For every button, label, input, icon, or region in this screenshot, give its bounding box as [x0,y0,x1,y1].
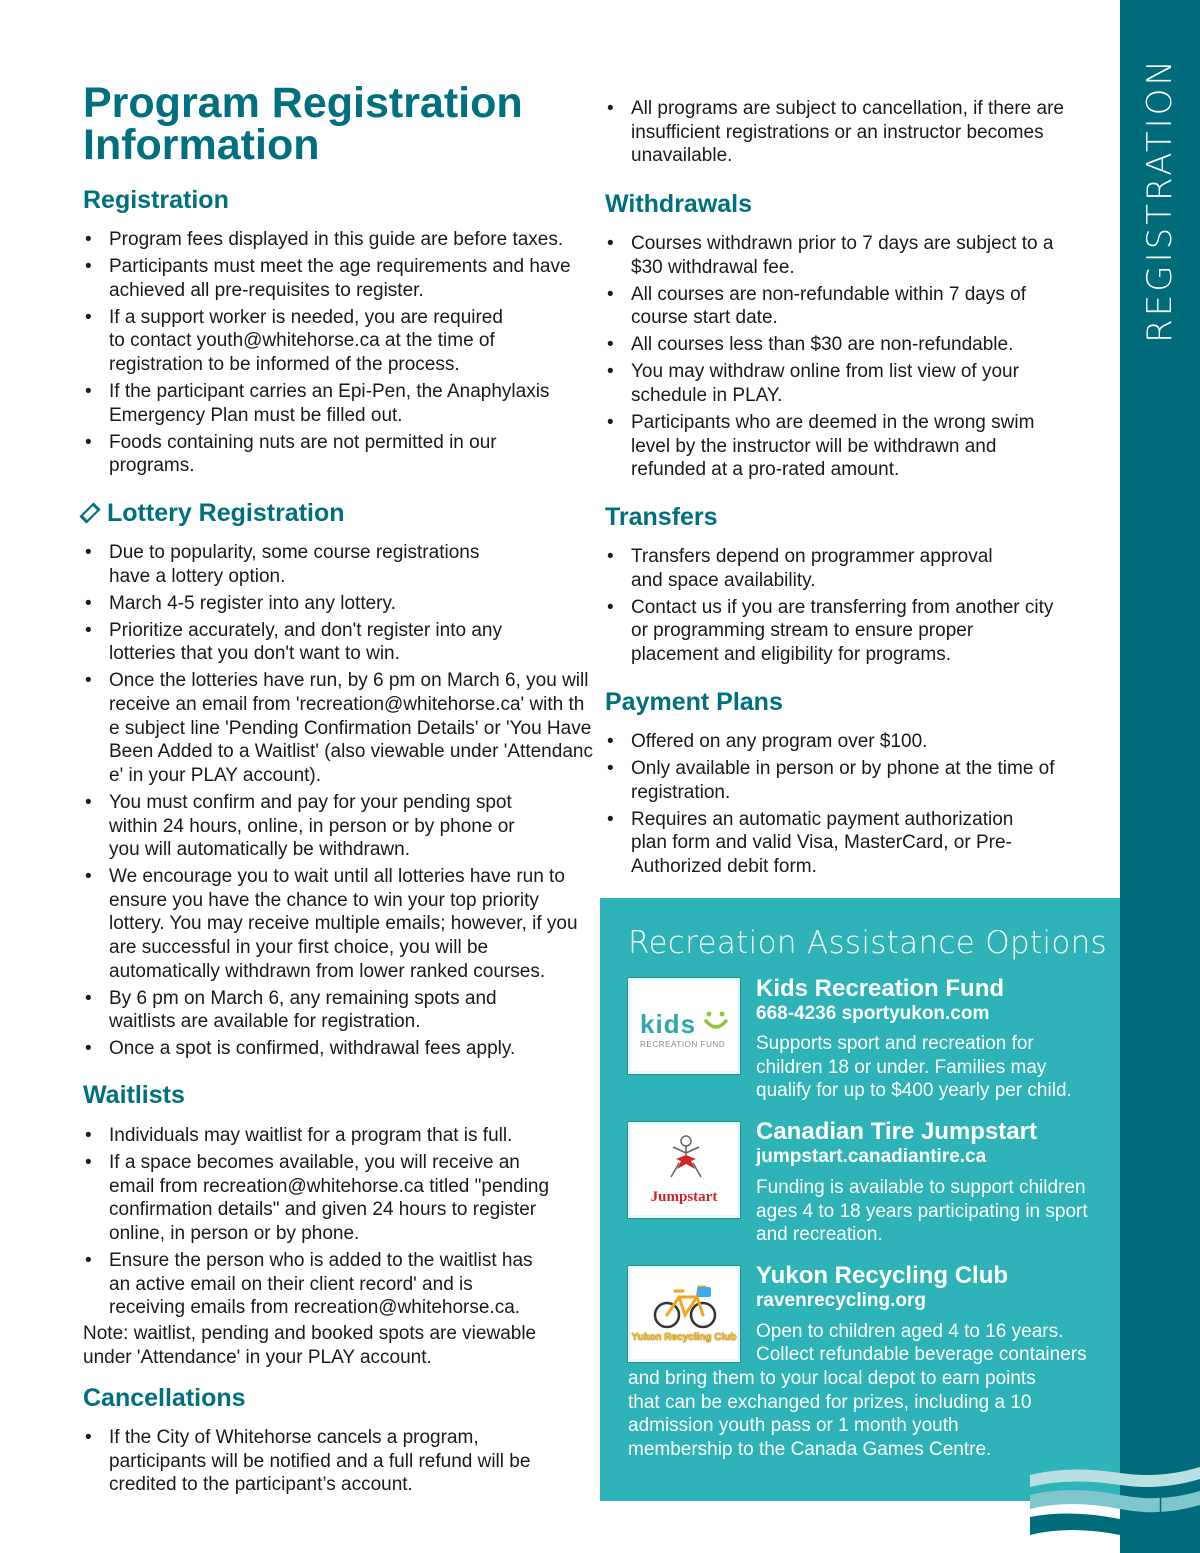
list-item: • You must confirm and pay for your pending spot within 24 hours, online, in person or by phone or you will automatically be withdrawn. [83,791,543,862]
list-item: • If a support worker is needed, you are required to contact youth@whitehorse.ca at the time of registration to be informed of the process. [83,306,523,377]
list-item: • All courses are non-refundable within 7 days of course start date. [605,283,1045,330]
list-item: • Foods containing nuts are not permitted in our programs. [83,431,503,478]
kids-recreation-fund-description: Supports sport and recreation for children 18 or under. Families may qualify for up to $400 yearly per child. [756,1033,1072,1102]
list-item: • Due to popularity, some course registrations have a lottery option. [83,541,513,588]
registration-heading: Registration [83,186,229,214]
yukon-recycling-club-logo [628,1266,740,1362]
jumpstart-name: Canadian Tire Jumpstart [756,1118,1037,1145]
lottery-heading: Lottery Registration [83,498,345,528]
list-item: • Courses withdrawn prior to 7 days are subject to a $30 withdrawal fee. [605,232,1055,279]
jumpstart-logo [628,1122,740,1218]
page-number: 1 [1150,1488,1170,1523]
yukon-recycling-club-description-line: Open to children aged 4 to 16 years. [756,1321,1064,1342]
withdrawals-list [605,232,1075,485]
payment-plans-heading: Payment Plans [605,688,783,716]
list-item: • Offered on any program over $100. [605,730,1075,754]
list-item: • Participants who are deemed in the wrong swim level by the instructor will be withdrawn and refunded at a pro-rated amount. [605,411,1070,482]
list-item: • Program fees displayed in this guide are before taxes. [83,228,598,252]
waitlists-note: Note: waitlist, pending and booked spots are viewable under 'Attendance' in your PLAY account. [83,1323,537,1368]
list-item: • Participants must meet the age requirements and have achieved all pre-requisites to register. [83,255,598,302]
bicycle-icon [653,1279,717,1331]
assistance-title: Recreation Assistance Options [628,925,1107,961]
kids-recreation-fund-contact: 668-4236 sportyukon.com [756,1003,990,1024]
kids-recreation-fund-name: Kids Recreation Fund [756,975,1005,1002]
list-item: • Once the lotteries have run, by 6 pm on March 6, you will receive an email from 'recreation@whitehorse.ca' with the subject line 'Pending Confirmation Details' or 'You Have Been Added to a Waitlist' (also viewable under 'Attendance' in your PLAY account). [83,669,593,787]
list-item: • Individuals may waitlist for a program that is full. [83,1124,573,1148]
list-item: • We encourage you to wait until all lotteries have run to ensure you have the chance to win your top priority lottery. You may receive multiple emails; however, if you are successful in your first choice, you will be automatically withdrawn from lower ranked courses. [83,865,583,983]
list-item: • Requires an automatic payment authorization plan form and valid Visa, MasterCard, or Pre-Authorized debit form. [605,808,1045,879]
yukon-recycling-club-description-line: and bring them to your local depot to earn points that can be exchanged for prizes, including a 10 admission youth pass or 1 month youth membership to the Canada Games Centre. [628,1368,1036,1460]
list-item: • If the City of Whitehorse cancels a program, participants will be notified and a full refund will be credited to the participant’s account. [83,1426,533,1497]
jumpstart-figure-icon [661,1133,711,1185]
registration-list [83,228,598,481]
withdrawals-heading: Withdrawals [605,190,753,218]
transfers-heading: Transfers [605,503,718,531]
kids-logo-word: kids [640,1009,697,1039]
cancellations-list [83,1426,533,1500]
yukon-recycling-club-contact: ravenrecycling.org [756,1290,927,1311]
smile-icon [703,1009,729,1035]
waitlists-list [83,1124,573,1323]
list-item: • March 4-5 register into any lottery. [83,592,593,616]
lottery-list [83,541,593,1064]
kids-recreation-fund-logo [628,978,740,1074]
jumpstart-contact: jumpstart.canadiantire.ca [756,1146,987,1167]
jumpstart-description: Funding is available to support children ages 4 to 18 years participating in sport and recreation. [756,1177,1088,1246]
page-title: Program Registration Information [83,79,523,169]
list-item: • Once a spot is confirmed, withdrawal fees apply. [83,1037,593,1061]
yukon-recycling-club-name: Yukon Recycling Club [756,1262,1009,1289]
list-item: • Prioritize accurately, and don't register into any lotteries that you don't want to win. [83,619,503,666]
list-item: • Only available in person or by phone at the time of registration. [605,757,1055,804]
list-item: • Ensure the person who is added to the waitlist has an active email on their client record' and is receiving emails from recreation@whitehorse.ca. [83,1249,543,1320]
side-tab-label: REGISTRATION [1140,57,1180,343]
list-item: • You may withdraw online from list view of your schedule in PLAY. [605,360,1025,407]
cancellations-list-continued [605,97,1075,171]
list-item: • Contact us if you are transferring from another city or programming stream to ensure proper placement and eligibility for programs. [605,596,1055,667]
kids-logo-subtitle: RECREATION FUND [640,1040,726,1049]
jumpstart-logo-word: Jumpstart [650,1189,718,1205]
list-item: • All programs are subject to cancellation, if there are insufficient registrations or an instructor becomes unavailable. [605,97,1075,168]
list-item: • If a space becomes available, you will receive an email from recreation@whitehorse.ca titled "pending confirmation details" and given 24 hours to register online, in person or by phone. [83,1151,553,1245]
lottery-diamond-icon [79,502,100,523]
list-item: • Transfers depend on programmer approval and space availability. [605,545,1025,592]
yukon-logo-word: Yukon Recycling Club [631,1332,737,1343]
waitlists-heading: Waitlists [83,1081,185,1109]
yukon-recycling-club-description-line: Collect refundable beverage containers [756,1344,1087,1365]
list-item: • By 6 pm on March 6, any remaining spots and waitlists are available for registration. [83,987,533,1034]
list-item: • All courses less than $30 are non-refundable. [605,333,1075,357]
transfers-list [605,545,1075,670]
payment-plans-list [605,730,1075,882]
cancellations-heading: Cancellations [83,1384,246,1412]
list-item: • If the participant carries an Epi-Pen, the Anaphylaxis Emergency Plan must be filled out. [83,380,583,427]
